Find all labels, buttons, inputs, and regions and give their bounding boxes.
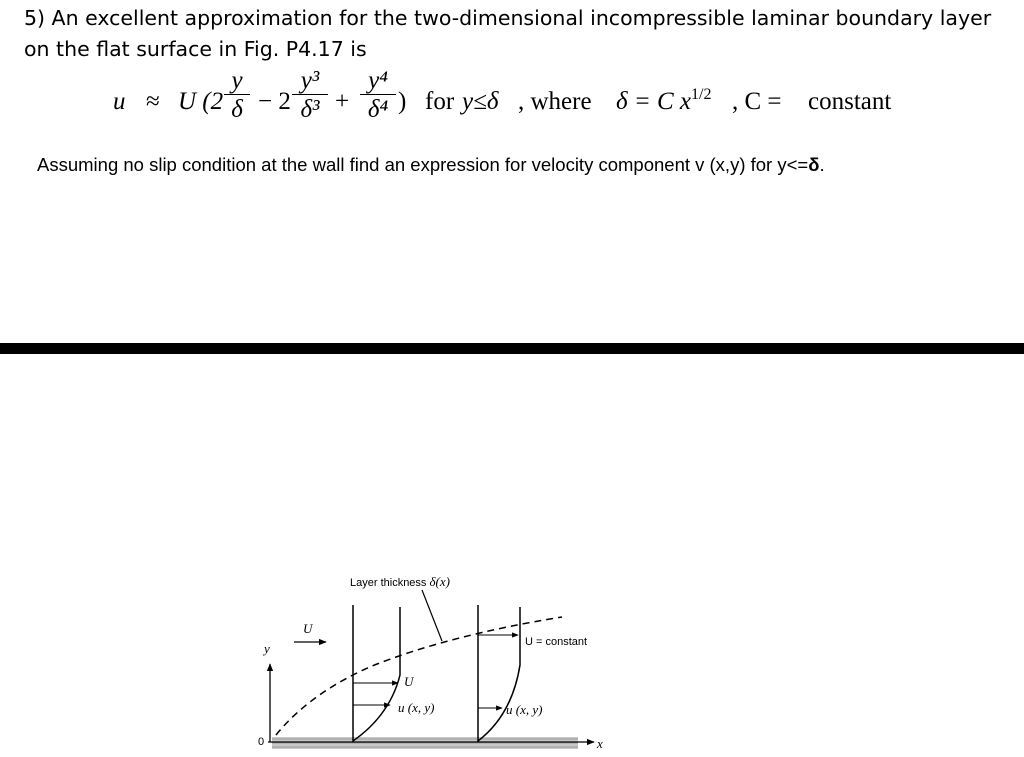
station-1-profile — [353, 607, 400, 741]
eq-fraction-y4-over-delta4 — [360, 68, 396, 125]
U-constant-label: U = constant — [525, 636, 588, 648]
eq-delta-definition: δ = C $x^{1/2}$ — [616, 86, 712, 115]
layer-thickness-label: Layer thickness δ(x) — [350, 574, 450, 589]
task-text: Assuming no slip condition at the wall find an expression for velocity component v (x,y) for y<= — [37, 154, 809, 175]
station-2-profile — [478, 607, 520, 741]
eq-fraction-y-over-delta — [224, 68, 250, 125]
eq-c-definition: , C = — [732, 88, 782, 115]
eq-exponent: 1/2 — [691, 86, 712, 103]
x-axis-label: x — [597, 736, 603, 751]
station-1-u-label: u (x, y) — [398, 700, 435, 715]
eq-minus-two: − 2 — [258, 88, 291, 115]
eq-frac2-denominator: δ³ — [300, 96, 320, 123]
eq-fraction-y3-over-delta3 — [292, 68, 328, 125]
station-2-u-label: u (x, y) — [506, 702, 543, 717]
task-delta-symbol: δ — [808, 154, 820, 175]
eq-constant-word: constant — [808, 88, 892, 115]
station-1-U-label: U — [404, 674, 414, 689]
eq-frac2-numerator: y³ — [292, 68, 328, 95]
y-axis-label: y — [264, 641, 270, 656]
problem-statement: 5) An excellent approximation for the two-dimensional incompressible laminar boundary layer on the flat surface in Fig. P4.17 is — [24, 6, 992, 61]
section-divider — [0, 343, 1024, 354]
task-instruction: Assuming no slip condition at the wall find an expression for velocity component v (x,y) for y<=δ. — [37, 154, 825, 175]
eq-where-text: , where — [518, 88, 592, 115]
eq-close-paren: ) — [398, 88, 407, 115]
layer-thickness-pointer — [422, 590, 442, 641]
eq-frac3-denominator: δ⁴ — [367, 96, 389, 123]
eq-condition: y≤δ — [462, 88, 499, 115]
eq-lhs-u: u — [113, 88, 126, 115]
eq-frac1-numerator: y — [224, 68, 250, 95]
eq-U-open: U (2 — [178, 88, 224, 115]
velocity-profile-equation — [0, 60, 1024, 150]
eq-for-text: for — [425, 88, 455, 115]
eq-frac3-numerator: y⁴ — [360, 68, 396, 95]
delta-of-x-label: δ(x) — [429, 574, 450, 589]
origin-label: 0 — [258, 736, 265, 748]
boundary-layer-diagram — [250, 565, 620, 757]
eq-approx-symbol: ≈ — [146, 88, 160, 115]
boundary-layer-figure — [250, 565, 620, 757]
eq-plus: + — [335, 88, 350, 115]
free-stream-U-label: U — [303, 621, 313, 636]
eq-frac1-denominator: δ — [231, 96, 243, 123]
